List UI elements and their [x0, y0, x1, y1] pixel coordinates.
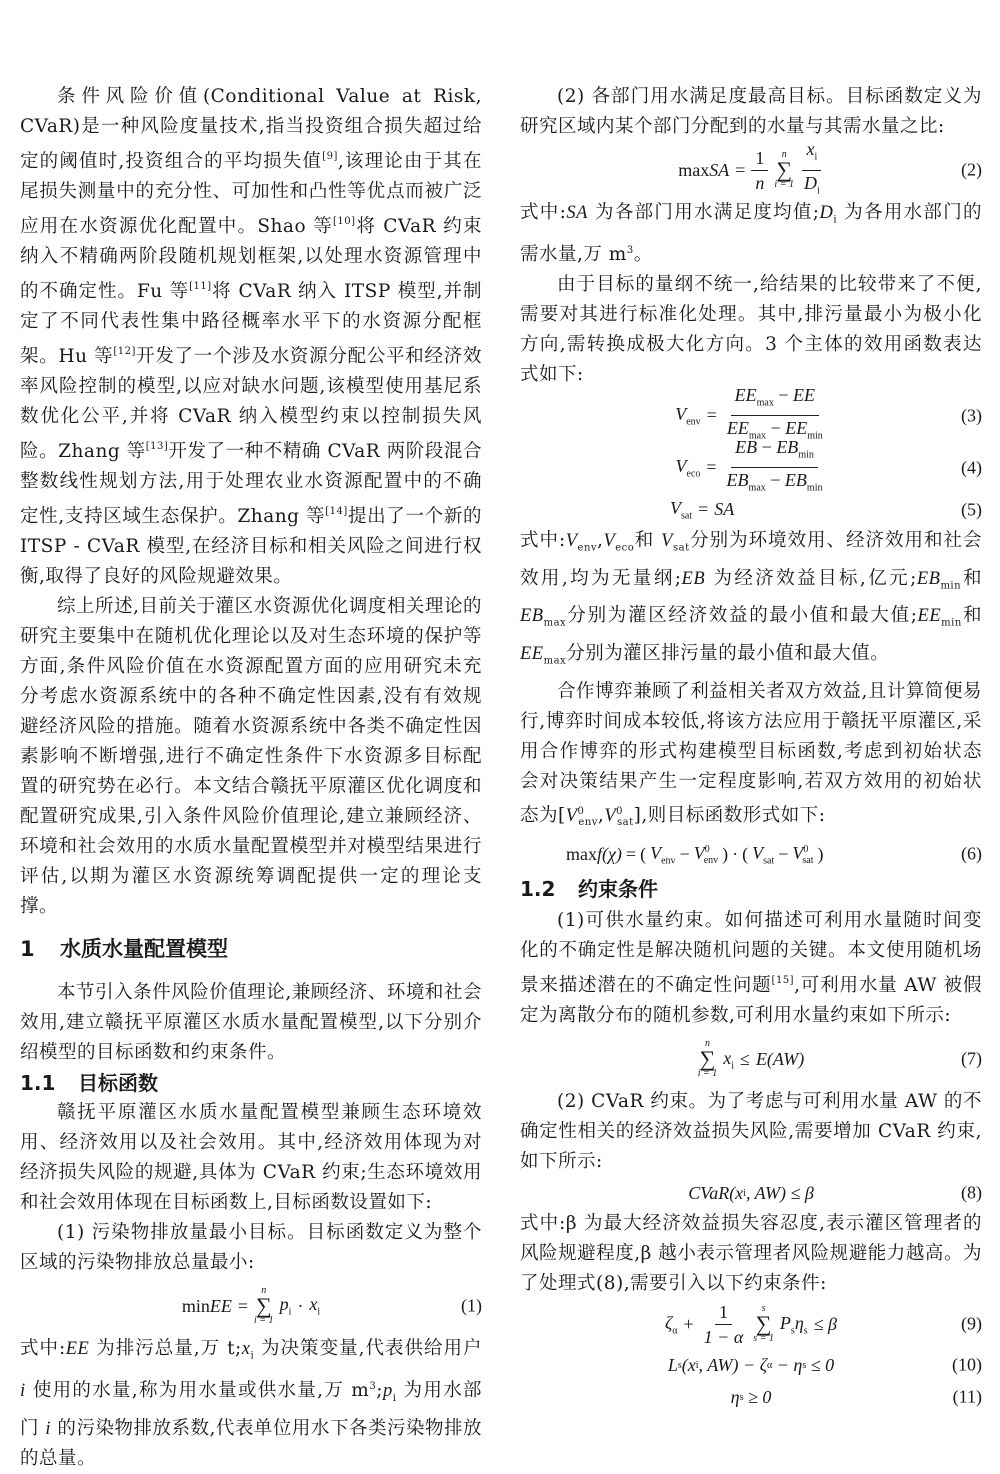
- math-variable: EE: [520, 643, 544, 664]
- math-variable: V: [661, 530, 673, 551]
- equation-number: (11): [952, 1386, 982, 1407]
- math-variable: SA: [566, 203, 588, 223]
- eq-dot: ·: [297, 1295, 304, 1316]
- equation-6: [520, 838, 982, 870]
- text-span: n: [755, 172, 765, 193]
- eq-equals: =: [237, 1295, 249, 1316]
- text-span: [670, 498, 734, 522]
- text-span: [723, 1048, 734, 1072]
- section-title: 目标函数: [78, 1071, 158, 1095]
- paragraph-section1-intro: 本节引入条件风险价值理论,兼顾经济、环境和社会效用,建立赣抚平原灌区水质水量配置模型,以下分别介绍模型的目标函数和约束条件。: [20, 982, 482, 1063]
- text-span: V: [670, 498, 681, 519]
- math-variable: V: [565, 530, 578, 551]
- equation-number: (6): [961, 843, 982, 864]
- text-span: D: [803, 172, 817, 193]
- math-variable: p: [382, 1380, 393, 1401]
- superscript: 0: [803, 843, 809, 855]
- text-span: EB: [784, 470, 807, 491]
- text-span: EB: [726, 470, 749, 491]
- math-variable: i: [45, 1418, 52, 1439]
- text-span: 分别为灌区经济效益的最小值和最大值;: [566, 605, 918, 627]
- text-span: n: [705, 1038, 710, 1050]
- text-span: [731, 1387, 772, 1408]
- text-span: 式中:: [520, 202, 567, 223]
- math-variable: x: [241, 1339, 251, 1359]
- fraction: [700, 1301, 748, 1348]
- sigma-symbol: ∑: [699, 1046, 716, 1072]
- paragraph-objectives: 赣抚平原灌区水质水量配置模型兼顾生态环境效用、经济效用以及社会效用。其中,经济效用体现为对经济损失风险的规避,具体为 CVaR 约束;生态环境效用和社会效用体现在目标函数上,目标函数设置如下:: [20, 1102, 482, 1213]
- text-span: i = 1: [697, 1068, 718, 1080]
- subscript: min: [807, 430, 823, 442]
- equation-number: (8): [961, 1182, 982, 1203]
- paragraph-cvar-intro: [20, 82, 482, 592]
- section-number: 1.2: [520, 877, 556, 902]
- subscript: min: [941, 617, 962, 629]
- superscript: 0: [704, 843, 710, 855]
- fraction: [751, 147, 768, 194]
- text-span: −: [761, 436, 772, 457]
- text-span: EE: [792, 384, 815, 405]
- text-span: [802, 138, 821, 171]
- text-span: 为决策变量,代表供给用户: [254, 1338, 483, 1359]
- text-span: ,: [597, 804, 605, 826]
- eq-equals: =: [735, 159, 746, 180]
- superscript: 3: [626, 244, 634, 256]
- subscript: env: [703, 855, 719, 867]
- text-span: 式中:: [20, 1338, 66, 1359]
- text-span: [688, 1183, 814, 1204]
- text-span: 1 − α: [703, 1326, 744, 1347]
- math-variable: EE: [917, 606, 942, 627]
- section-title: 水质水量配置模型: [60, 937, 228, 961]
- citation: [15]: [771, 975, 795, 987]
- text-span: [694, 843, 718, 867]
- subscript: i: [814, 151, 818, 163]
- text-span: EB: [776, 436, 799, 457]
- sum-upper: n: [261, 1285, 267, 1296]
- equation-number: (5): [961, 499, 982, 520]
- subscript: env: [577, 542, 598, 554]
- text-span: P: [779, 1312, 791, 1333]
- text-span: n: [781, 149, 787, 160]
- text-span: V: [752, 842, 764, 863]
- eq-variable: EE: [209, 1295, 232, 1316]
- text-span: (x: [681, 1354, 696, 1375]
- paragraph-constraint-1: [520, 906, 982, 1031]
- text-span: [566, 843, 824, 867]
- equation-7: [520, 1031, 982, 1087]
- text-span: s = 1: [753, 1333, 774, 1345]
- equation-number: (1): [461, 1295, 482, 1316]
- text-span: 和: [961, 567, 982, 589]
- section-number: 1.1: [20, 1071, 56, 1095]
- section-heading-1-1: [20, 1068, 482, 1098]
- subscript: i: [695, 1359, 699, 1371]
- text-span: V: [650, 842, 662, 863]
- text-span: [650, 843, 675, 867]
- text-span: x: [723, 1047, 732, 1068]
- text-span: 为各用水部门的需水量,万 m: [520, 202, 982, 265]
- text: 开发了一种不精确 CVaR 两阶段混合整数线性规划方法,用于处理农业水资源配置中的不确定性,支持区域生态保护。Zhang 等: [20, 441, 482, 527]
- citation: [9]: [322, 151, 338, 162]
- text-span: −: [770, 418, 781, 439]
- text-span: ≤: [740, 1048, 750, 1069]
- text-span: 为各部门用水满足度均值;: [587, 202, 820, 223]
- paragraph-cooperative-game: [520, 677, 982, 839]
- text-span: ],则目标函数形式如下:: [633, 804, 826, 826]
- text-span: 的污染物排放系数,代表单位用水下各类污染物排放的总量。: [20, 1417, 482, 1469]
- paragraph-summary: 综上所述,目前关于灌区水资源优化调度相关理论的研究主要集中在随机优化理论以及对生态环境的保护等方面,条件风险价值在水资源配置方面的应用研究未充分考虑水资源系统中的各种不确定性因素,没有有效规避经济风险的措施。随着水资源系统中各类不确定性因素影响不断增强,进行不确定性条件下水资源多目标配置的研究势在必行。本文结合赣抚平原灌区优化调度和配置研究成果,引入条件风险价值理论,建立兼顾经济、环境和社会效用的水质水量配置模型并对模型结果进行评估,以期为灌区水资源统筹调配提供一定的理论支撑。: [20, 596, 482, 917]
- text-span: V: [792, 842, 804, 863]
- subscript: min: [940, 580, 962, 592]
- text-span: 。: [633, 243, 653, 265]
- eq-operator: min: [181, 1295, 210, 1316]
- superscript: 0: [616, 805, 623, 817]
- text: 开发了一个涉及水资源分配公平和经济效率风险控制的模型,以应对缺水问题,该模型使用基尼系数优化公平,并将 CVaR 纳入模型约束以控制损失风险。Zhang 等: [20, 346, 482, 462]
- text-span: [731, 384, 819, 417]
- subscript: α: [672, 1325, 678, 1337]
- summation-symbol: [254, 1286, 274, 1326]
- equation-9: [520, 1299, 982, 1349]
- subscript: sat: [617, 817, 634, 829]
- text: ,该理论由于其在尾损失测量中的充分性、可加性和凸性等优点而被广泛应用在水资源优化配置中。Shao 等: [20, 151, 482, 237]
- text-span: ζ: [664, 1312, 673, 1333]
- paragraph-normalization: 由于目标的量纲不统一,给结果的比较带来了不便,需要对其进行标准化处理。其中,排污量最小为极小化方向,需转换成极大化方向。3 个主体的效用函数表达式如下:: [520, 273, 982, 385]
- citation: [12]: [113, 346, 136, 357]
- text-span: CVaR(x: [688, 1182, 744, 1203]
- subscript: env: [578, 817, 598, 829]
- text-span: V: [693, 842, 705, 863]
- citation: [11]: [189, 281, 212, 292]
- eq-operator: max: [678, 159, 710, 180]
- text-span: 为用水部门: [20, 1379, 482, 1439]
- text-span: i = 1: [774, 179, 794, 190]
- text-span: −: [778, 843, 789, 864]
- text-span: [675, 404, 700, 428]
- subscript: i: [288, 1306, 292, 1318]
- text-span: =: [706, 405, 717, 426]
- text-span: EB: [735, 436, 758, 457]
- text: 将 CVaR 约束纳入不精确两阶段随机规划框架,以处理水资源管理中的不确定性。Fu 等: [20, 216, 482, 302]
- paragraph-utility-description: [520, 526, 982, 677]
- text-span: [752, 843, 774, 867]
- superscript: 0: [577, 805, 585, 817]
- equation-4: [520, 436, 982, 494]
- text-span: [665, 1313, 678, 1337]
- section-number: 1: [20, 937, 35, 961]
- text-span: =: [625, 843, 637, 864]
- right-column: [520, 82, 982, 1413]
- text-span: 和: [961, 605, 982, 627]
- text-span: [665, 1301, 837, 1348]
- math-variable: D: [819, 203, 834, 223]
- summation-symbol: [698, 1039, 718, 1079]
- text-span: ≤ β: [813, 1313, 838, 1334]
- text-span: =: [698, 499, 709, 520]
- summation-symbol: [753, 1304, 774, 1344]
- subscript: i: [317, 1306, 321, 1318]
- subscript: eco: [615, 542, 635, 554]
- text-span: max: [566, 843, 597, 864]
- text-span: L: [667, 1354, 678, 1375]
- eq-term: [309, 1294, 320, 1318]
- text-span: [676, 456, 701, 480]
- text-span: 合作博弈兼顾了利益相关者双方效益,且计算简便易行,博弈时间成本较低,将该方法应用于赣抚平原灌区,采用合作博弈的形式构建模型目标函数,考虑到初始状态会对决策结果产生一定程度影响,若双方效用的初始状态为[: [520, 680, 982, 826]
- sum-lower: i = 1: [254, 1315, 274, 1326]
- subscript: s: [790, 1325, 795, 1337]
- equation-number: (3): [961, 405, 982, 426]
- text-span: 分别为灌区排污量的最小值和最大值。: [566, 642, 890, 664]
- fraction: [800, 138, 824, 202]
- text-span: x: [309, 1294, 318, 1315]
- math-variable: EE: [65, 1339, 90, 1359]
- text-span: [668, 1355, 834, 1376]
- text-span: s: [761, 1303, 766, 1315]
- subscript: i: [250, 1350, 255, 1362]
- subscript: i: [731, 1060, 735, 1072]
- superscript: 3: [369, 1380, 377, 1392]
- paragraph-eq2-description: [520, 198, 982, 270]
- text-span: −: [770, 470, 781, 491]
- text-span: [670, 498, 692, 522]
- section-heading-1-2: [520, 874, 982, 904]
- text-span: ,: [597, 529, 604, 551]
- subscript: sat: [763, 855, 775, 867]
- subscript: s: [802, 1359, 807, 1371]
- text: 提出了一个新的 ITSP - CVaR 模型,在经济目标和相关风险之间进行权衡,取得了良好的风险规避效果。: [20, 506, 482, 587]
- text-span: [792, 843, 813, 867]
- subscript: env: [686, 416, 701, 428]
- text-span: −: [772, 1354, 794, 1375]
- text-span: ·: [732, 843, 739, 864]
- text-span: 为经济效益目标,亿元;: [705, 567, 917, 589]
- equation-8: [520, 1177, 982, 1209]
- subscript: sat: [672, 542, 690, 554]
- text-span: +: [683, 1313, 694, 1334]
- text-span: SA: [714, 499, 735, 520]
- text-span: ≥ 0: [743, 1386, 772, 1407]
- subscript: i: [816, 185, 820, 197]
- subscript: max: [748, 430, 767, 442]
- math-variable: V: [603, 530, 616, 551]
- text-span: η: [793, 1354, 803, 1375]
- text-span: [780, 1313, 808, 1337]
- text-span: [698, 1039, 805, 1079]
- text-span: ;: [376, 1379, 383, 1401]
- eq-term: [280, 1294, 292, 1318]
- paragraph-objective-1: (1) 污染物排放量最小目标。目标函数定义为整个区域的污染物排放总量最小:: [20, 1222, 482, 1273]
- subscript: max: [748, 482, 766, 494]
- text-span: 分别为环境效用、经济效用和社会效用,均为无量纲;: [520, 529, 982, 589]
- math-variable: V: [565, 805, 578, 826]
- text-span: ζ: [759, 1354, 767, 1375]
- text-span: (: [742, 843, 749, 864]
- citation: [13]: [145, 441, 169, 452]
- text-span: ): [722, 843, 729, 864]
- text-span: 使用的水量,称为用水量或供水量,万 m: [25, 1379, 370, 1401]
- eq-variable: SA: [709, 159, 730, 180]
- math-variable: EB: [916, 568, 941, 589]
- equation-3: [520, 384, 982, 442]
- equation-11: [520, 1381, 982, 1413]
- text-span: 和: [634, 529, 662, 551]
- paragraph-objective-2: (2) 各部门用水满足度最高目标。目标函数定义为研究区域内某个部门分配到的水量与其需水量之比:: [520, 86, 982, 137]
- equation-number: (10): [952, 1354, 982, 1375]
- equation-2: [520, 138, 982, 198]
- text-span: V: [675, 456, 687, 477]
- text-span: 1: [715, 1301, 732, 1325]
- subscript: max: [756, 397, 774, 409]
- text-span: EE: [734, 384, 757, 405]
- text-span: E(AW): [755, 1048, 805, 1069]
- text-span: ): [817, 843, 824, 864]
- math-variable: EB: [681, 568, 706, 589]
- subscript: max: [543, 617, 567, 629]
- subscript: min: [798, 449, 814, 461]
- text-span: p: [279, 1294, 289, 1315]
- math-variable: V: [604, 805, 617, 826]
- text-span: =: [706, 457, 717, 478]
- math-variable: EB: [520, 606, 544, 627]
- subscript: i: [392, 1392, 397, 1404]
- text-span: −: [679, 843, 690, 864]
- sigma-symbol: ∑: [755, 1311, 772, 1337]
- text-span: 为排污总量,万 t;: [89, 1338, 242, 1359]
- summation-symbol: [774, 150, 794, 190]
- text-span: [676, 436, 827, 500]
- text-span: 1: [751, 147, 768, 171]
- equation-1: [20, 1278, 482, 1334]
- equation-number: (2): [961, 159, 982, 180]
- paragraph-constraint-2: (2) CVaR 约束。为了考虑与可利用水量 AW 的不确定性相关的经济效益损失风险,需要增加 CVaR 约束,如下所示:: [520, 1091, 982, 1173]
- text-span: η: [794, 1312, 804, 1333]
- text-span: EE: [726, 418, 749, 439]
- text-span: V: [675, 404, 687, 425]
- subscript: i: [743, 1187, 746, 1199]
- section-title: 约束条件: [578, 877, 658, 902]
- equation-number: (4): [961, 457, 982, 478]
- text-span: f(χ): [597, 843, 622, 864]
- equation-10: [520, 1349, 982, 1381]
- citation: [10]: [333, 216, 356, 227]
- sigma-symbol: ∑: [255, 1293, 272, 1318]
- text-span: −: [778, 384, 789, 405]
- text-span: , AW) ≤ β: [745, 1182, 814, 1203]
- subscript: s: [739, 1391, 744, 1403]
- text-span: x: [806, 138, 815, 159]
- text-span: [182, 1286, 320, 1326]
- subscript: max: [543, 655, 567, 667]
- text-span: [800, 171, 824, 203]
- text-span: [678, 138, 823, 202]
- text-span: ≤ 0: [806, 1354, 835, 1375]
- citation: [14]: [325, 506, 348, 517]
- text-span: ,可利用水量 AW 被假定为离散分布的随机参数,可利用水量约束如下所示:: [520, 975, 982, 1027]
- fraction: [723, 436, 827, 500]
- subscript: sat: [681, 510, 693, 522]
- text-span: (: [640, 843, 647, 864]
- subscript: env: [661, 855, 676, 867]
- subscript: min: [806, 482, 823, 494]
- subscript: s: [677, 1359, 682, 1371]
- section-heading-1: [20, 934, 482, 964]
- equation-number: (9): [961, 1313, 982, 1334]
- text-span: (1)可供水量约束。如何描述可利用水量随时间变化的不确定性是解决随机问题的关键。本文使用随机场景来描述潜在的不确定性问题: [520, 910, 982, 997]
- subscript: eco: [686, 468, 701, 480]
- subscript: s: [803, 1325, 808, 1337]
- paragraph-eq1-description: [20, 1334, 482, 1474]
- paragraph-beta-description: 式中:β 为最大经济效益损失容忍度,表示灌区管理者的风险规避程度,β 越小表示管理者风险规避能力越高。为了处理式(8),需要引入以下约束条件:: [520, 1213, 982, 1295]
- text-span: 式中:: [520, 529, 566, 551]
- sigma-symbol: ∑: [776, 157, 793, 182]
- equation-number: (7): [961, 1048, 982, 1069]
- text-span: [731, 436, 818, 469]
- text-span: EE: [785, 418, 808, 439]
- subscript: α: [766, 1359, 773, 1371]
- left-column: [20, 82, 482, 1474]
- equation-5: [520, 494, 982, 526]
- text: 将 CVaR 纳入 ITSP 模型,并制定了不同代表性集中路径概率水平下的水资源分配框架。Hu 等: [20, 281, 482, 367]
- subscript: sat: [802, 855, 814, 867]
- text-span: η: [730, 1386, 740, 1407]
- subscript: i: [833, 214, 838, 226]
- math-variable: i: [20, 1380, 26, 1401]
- text: 条件风险价值(Conditional Value at Risk, CVaR)是一种风险度量技术,指当投资组合损失超过给定的阈值时,投资组合的平均损失值: [20, 86, 482, 172]
- text-span: , AW) −: [698, 1354, 760, 1375]
